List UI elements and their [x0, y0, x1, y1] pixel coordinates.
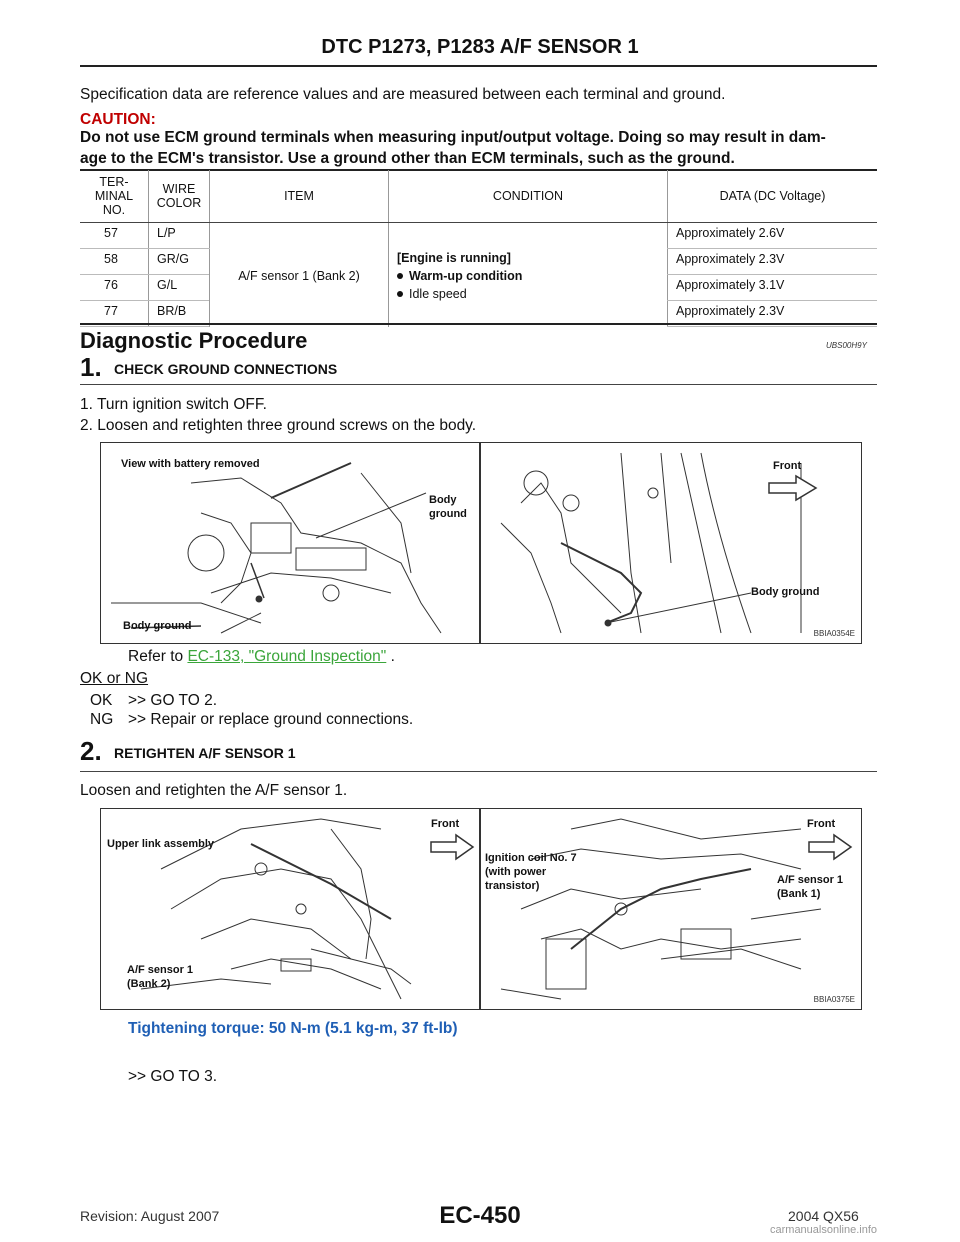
ng-result: >> Repair or replace ground connections.	[128, 711, 414, 728]
data-cell: Approximately 2.3V	[668, 249, 878, 275]
figure-ground-screws	[100, 442, 862, 644]
table-bottom-rule	[80, 323, 877, 325]
page-title: DTC P1273, P1283 A/F SENSOR 1	[321, 36, 639, 58]
step-1-title: CHECK GROUND CONNECTIONS	[114, 361, 338, 377]
engine-bay-drawing	[101, 443, 861, 643]
condition-heading: [Engine is running]	[397, 251, 511, 266]
figure-af-sensor	[100, 808, 862, 1010]
step-2-instruction: Loosen and retighten the A/F sensor 1.	[80, 782, 348, 799]
figure-id: BBIA0354E	[813, 629, 855, 638]
label-front: Front	[773, 460, 802, 472]
condition-cell	[389, 223, 668, 327]
label-ignition-coil-1: Ignition coil No. 7	[485, 852, 577, 864]
col-terminal-l1: TER-	[99, 175, 129, 189]
terminal-cell: 77	[80, 301, 149, 327]
caution-line-1: Do not use ECM ground terminals when measuring input/output voltage. Doing so may result in dam-	[80, 129, 826, 146]
refer-suffix: .	[386, 648, 395, 665]
ok-label: OK	[90, 692, 113, 709]
label-af-sensor-bank1-2: (Bank 1)	[777, 888, 821, 900]
data-cell: Approximately 2.6V	[668, 223, 878, 249]
col-item: ITEM	[210, 170, 389, 223]
step-1-instruction-1: 1. Turn ignition switch OFF.	[80, 396, 267, 413]
step-1-number: 1.	[80, 352, 102, 382]
label-upper-link-assembly: Upper link assembly	[107, 838, 214, 850]
label-ignition-coil-3: transistor)	[485, 880, 540, 892]
label-body-ground-left: Body ground	[123, 620, 192, 632]
terminal-cell: 58	[80, 249, 149, 275]
ok-result: >> GO TO 2.	[128, 692, 218, 709]
af-sensor-drawing	[101, 809, 861, 1009]
label-af-sensor-bank2-2: (Bank 2)	[127, 978, 171, 990]
refer-line	[128, 648, 395, 666]
tightening-torque: Tightening torque: 50 N-m (5.1 kg-m, 37 ft-lb)	[128, 1020, 458, 1037]
label-body-ground-2: ground	[429, 508, 467, 520]
condition-bullet-text: Warm-up condition	[409, 269, 523, 284]
step-2-title: RETIGHTEN A/F SENSOR 1	[114, 745, 296, 761]
header-rule	[80, 65, 877, 67]
item-cell: A/F sensor 1 (Bank 2)	[210, 223, 389, 327]
label-front-right: Front	[807, 818, 836, 830]
watermark: carmanualsonline.info	[770, 1224, 878, 1236]
step-2-goto: >> GO TO 3.	[128, 1068, 218, 1085]
label-af-sensor-bank1-1: A/F sensor 1	[777, 874, 844, 886]
col-terminal	[80, 170, 149, 223]
col-terminal-l2: MINAL	[94, 189, 134, 203]
caution-line-2: age to the ECM's transistor. Use a ground other than ECM terminals, such as the ground.	[80, 150, 735, 167]
step-1-rule	[80, 384, 877, 385]
step-2-number: 2.	[80, 736, 102, 766]
label-view-battery-removed: View with battery removed	[121, 458, 260, 470]
condition-bullet-text: Idle speed	[409, 287, 467, 302]
intro-text: Specification data are reference values and are measured between each terminal and ground.	[80, 86, 726, 103]
page-number: EC-450	[439, 1202, 521, 1229]
wire-cell: BR/B	[149, 301, 210, 327]
wire-cell: G/L	[149, 275, 210, 301]
col-condition: CONDITION	[389, 170, 668, 223]
col-terminal-l3: NO.	[102, 203, 126, 217]
data-cell: Approximately 2.3V	[668, 301, 878, 327]
spec-table	[80, 170, 877, 327]
figure-divider	[479, 809, 481, 1009]
ok-ng-label: OK or NG	[80, 670, 149, 687]
bullet-icon	[397, 291, 403, 297]
step-1-instruction-2: 2. Loosen and retighten three ground screws on the body.	[80, 417, 477, 434]
bullet-icon	[397, 273, 403, 279]
terminal-cell: 57	[80, 223, 149, 249]
label-ignition-coil-2: (with power	[485, 866, 547, 878]
label-body-ground-right: Body ground	[751, 586, 820, 598]
ng-label: NG	[90, 711, 114, 728]
condition-bullet	[397, 269, 663, 283]
ground-inspection-link[interactable]: EC-133, "Ground Inspection"	[187, 648, 387, 665]
figure-id: BBIA0375E	[813, 995, 855, 1004]
label-front-left: Front	[431, 818, 460, 830]
refer-prefix: Refer to	[128, 648, 188, 665]
caution-label: CAUTION:	[80, 111, 156, 128]
wire-cell: GR/G	[149, 249, 210, 275]
figure-divider	[479, 443, 481, 643]
label-af-sensor-bank2-1: A/F sensor 1	[127, 964, 194, 976]
col-wire	[149, 170, 210, 223]
model-name: 2004 QX56	[788, 1208, 859, 1224]
label-body-ground-1: Body	[429, 494, 457, 506]
col-data: DATA (DC Voltage)	[668, 170, 878, 223]
revision-date: Revision: August 2007	[80, 1208, 220, 1224]
terminal-cell: 76	[80, 275, 149, 301]
section-title: Diagnostic Procedure	[80, 328, 308, 353]
spec-table-header	[80, 170, 877, 223]
table-row	[80, 223, 877, 249]
data-cell: Approximately 3.1V	[668, 275, 878, 301]
col-wire-l2: COLOR	[156, 196, 202, 210]
wire-cell: L/P	[149, 223, 210, 249]
step-2-rule	[80, 771, 877, 772]
section-code: UBS00H9Y	[826, 341, 867, 350]
col-wire-l1: WIRE	[162, 182, 196, 196]
condition-bullet	[397, 287, 663, 301]
